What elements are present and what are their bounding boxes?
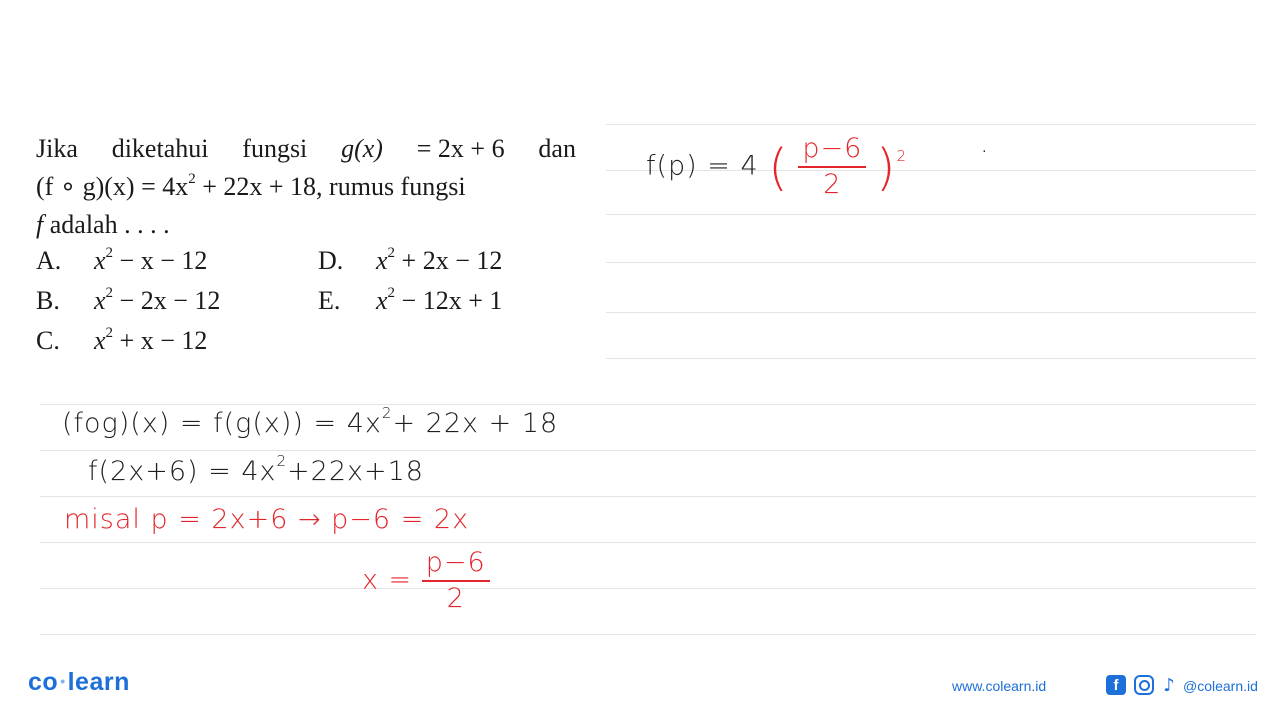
handwritten-x-in-terms-of-p: x = $\frac{p-6}{2}$ [362, 546, 490, 616]
instagram-icon[interactable] [1134, 675, 1154, 695]
result-fraction: $\frac{p-6}{2}$ [798, 132, 866, 202]
question-line-3: f adalah . . . . [36, 210, 170, 239]
stray-dot: . [980, 128, 990, 159]
option-e: E. $x^2 - 12x + 1$ [318, 285, 503, 315]
fraction-p-minus-6-over-2: $\frac{p-6}{2}$ [422, 546, 490, 616]
tiktok-icon[interactable]: ♪ [1163, 674, 1175, 696]
colearn-logo[interactable]: co •learn [28, 668, 130, 696]
handwritten-step-1: $(fog)(x) = f(g(x)) = 4x^2+ 22x + 18$ [62, 404, 559, 439]
option-c: C. $x^2 + x - 12$ [36, 325, 208, 355]
option-b: B. $x^2 - 2x - 12$ [36, 285, 221, 315]
social-handle[interactable]: @colearn.id [1183, 678, 1258, 694]
question-line-1: Jika diketahui fungsi g(x) = 2x + 6 dan [36, 134, 576, 163]
option-a: A. $x^2 - x - 12$ [36, 245, 208, 275]
question-line-2: (f ∘ $g)(x) = 4x^2 + 22x + 18$, rumus fungsi [36, 171, 466, 201]
handwritten-step-2: $f(2x+6) = 4x^2+22x+18$ [88, 452, 424, 487]
question-text [36, 130, 576, 244]
handwritten-substitution: misal p = 2x+6 → p−6 = 2x [64, 504, 470, 535]
handwritten-result: f(p) = 4 ( $\frac{p-6}{2}$ )$^2$ [646, 133, 907, 200]
website-link[interactable]: www.colearn.id [952, 678, 1047, 694]
facebook-icon[interactable]: f [1106, 675, 1126, 695]
option-d: D. $x^2 + 2x - 12$ [318, 245, 503, 275]
